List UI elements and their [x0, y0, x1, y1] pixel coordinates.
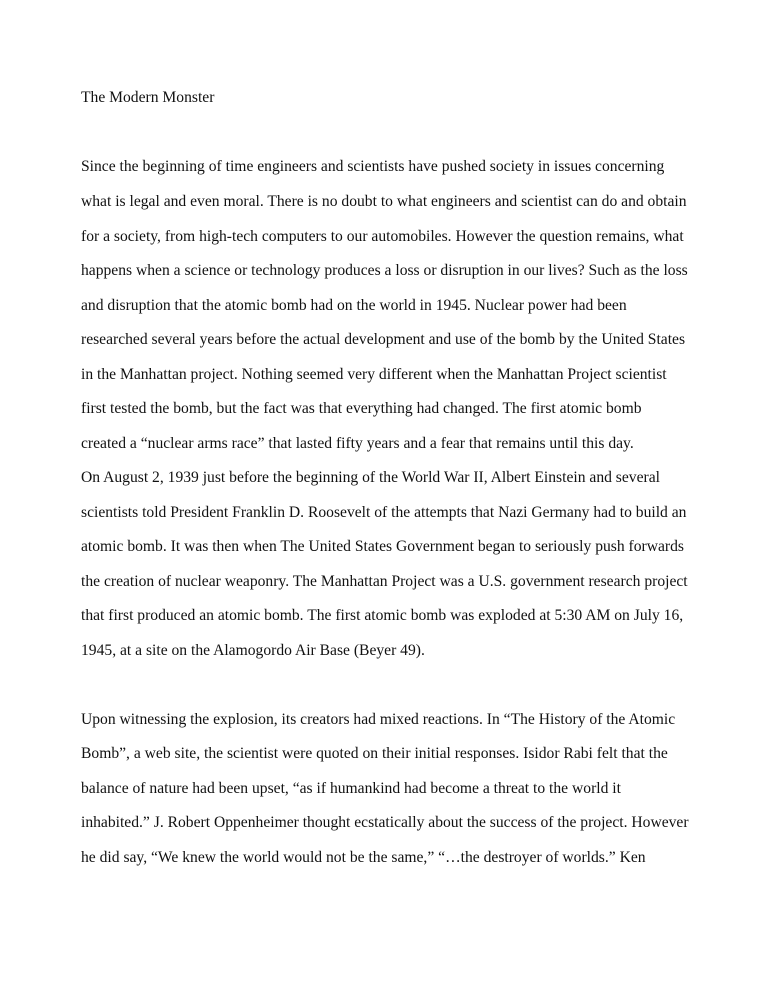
text-line: 1945, at a site on the Alamogordo Air Base (Beyer 49). [81, 642, 425, 659]
text-line: happens when a science or technology produces a loss or disruption in our lives? Such as the loss [81, 262, 688, 279]
text-line: researched several years before the actual development and use of the bomb by the United States [81, 331, 686, 348]
text-line: Since the beginning of time engineers and scientists have pushed society in issues concerning [81, 158, 665, 175]
text-line: he did say, “We knew the world would not be the same,” “…the destroyer of worlds.” Ken [81, 849, 646, 866]
text-line: first tested the bomb, but the fact was that everything had changed. The first atomic bomb [81, 400, 642, 417]
text-line: the creation of nuclear weaponry. The Manhattan Project was a U.S. government research project [81, 573, 688, 590]
text-line: scientists told President Franklin D. Roosevelt of the attempts that Nazi Germany had to build an [81, 504, 687, 521]
text-line: that first produced an atomic bomb. The first atomic bomb was exploded at 5:30 AM on July 16, [81, 607, 684, 624]
text-line: in the Manhattan project. Nothing seemed very different when the Manhattan Project scientist [81, 366, 667, 383]
text-line: created a “nuclear arms race” that lasted fifty years and a fear that remains until this day. [81, 435, 634, 452]
text-line: atomic bomb. It was then when The United States Government began to seriously push forwards [81, 538, 684, 555]
text-line: balance of nature had been upset, “as if humankind had become a threat to the world it [81, 780, 621, 797]
text-line: for a society, from high-tech computers to our automobiles. However the question remains, what [81, 228, 684, 245]
text-line: Bomb”, a web site, the scientist were quoted on their initial responses. Isidor Rabi felt that the [81, 745, 668, 762]
text-line: On August 2, 1939 just before the beginning of the World War II, Albert Einstein and several [81, 469, 660, 486]
text-line: Upon witnessing the explosion, its creators had mixed reactions. In “The History of the Atomic [81, 711, 676, 728]
text-line: inhabited.” J. Robert Oppenheimer thought ecstatically about the success of the project. However [81, 814, 689, 831]
document-title: The Modern Monster [81, 89, 215, 106]
text-line: and disruption that the atomic bomb had on the world in 1945. Nuclear power had been [81, 297, 627, 314]
text-line: what is legal and even moral. There is no doubt to what engineers and scientist can do and obtain [81, 193, 687, 210]
